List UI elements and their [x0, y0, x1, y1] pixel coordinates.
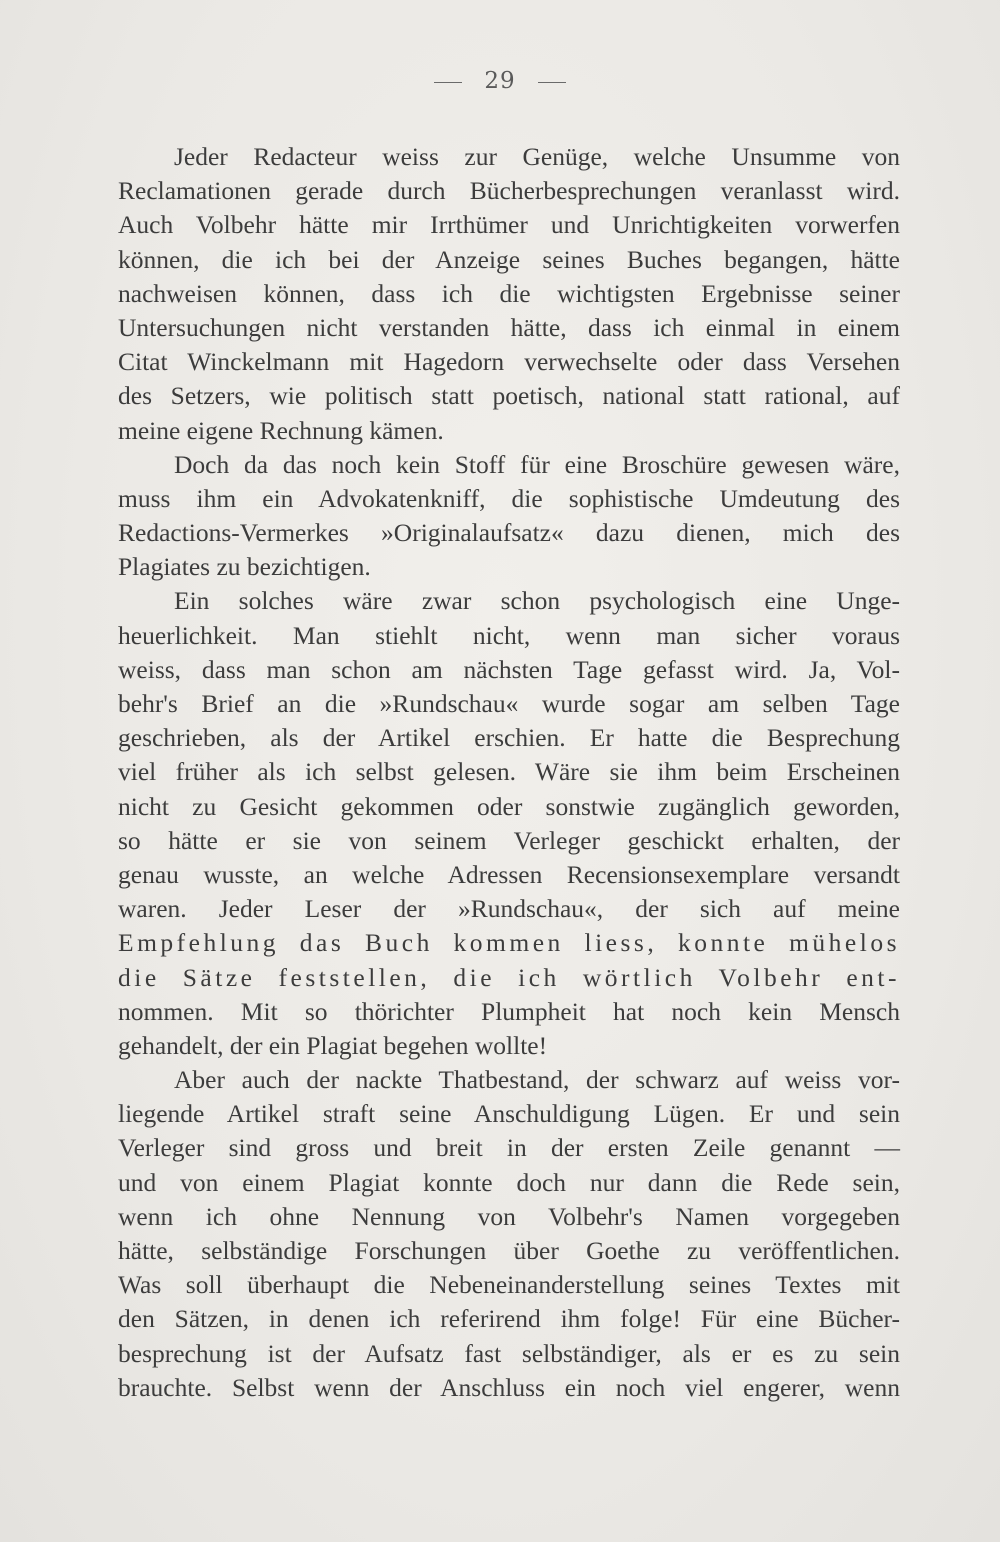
text-line: so hätte er sie von seinem Verleger geschickt erhalten, der: [118, 825, 900, 855]
left-dash: [434, 82, 462, 83]
text-line: Jeder Redacteur weiss zur Genüge, welche Unsumme von: [174, 142, 900, 171]
text-line: brauchte. Selbst wenn der Anschluss ein noch viel engerer, wenn: [118, 1372, 900, 1402]
text-line: muss ihm ein Advokatenkniff, die sophistische Umdeutung des: [118, 483, 900, 513]
text-line: die Sätze feststellen, die ich wörtlich Volbehr ent-: [118, 962, 900, 992]
text-line: Aber auch der nackte Thatbestand, der schwarz auf weiss vor-: [174, 1065, 900, 1095]
body-text: [118, 140, 900, 1405]
text-line: Verleger sind gross und breit in der ersten Zeile genannt —: [118, 1133, 900, 1163]
text-line: hätte, selbständige Forschungen über Goethe zu veröffentlichen.: [118, 1236, 900, 1265]
text-line: genau wusste, an welche Adressen Recensionsexemplare versandt: [118, 859, 900, 889]
text-line: Empfehlung das Buch kommen liess, konnte mühelos: [118, 928, 900, 958]
text-line: können, die ich bei der Anzeige seines Buches begangen, hätte: [118, 244, 900, 274]
text-line: geschrieben, als der Artikel erschien. Er hatte die Besprechung: [118, 723, 900, 753]
text-line: nommen. Mit so thörichter Plumpheit hat noch kein Mensch: [118, 996, 900, 1026]
text-line: des Setzers, wie politisch statt poetisch, national statt rational, auf: [118, 381, 900, 411]
text-line: und von einem Plagiat konnte doch nur dann die Rede sein,: [118, 1167, 900, 1197]
text-line: wenn ich ohne Nennung von Volbehr's Namen vorgegeben: [118, 1201, 900, 1231]
text-line: viel früher als ich selbst gelesen. Wäre sie ihm beim Erscheinen: [118, 757, 900, 787]
text-line: Reclamationen gerade durch Bücherbesprechungen veranlasst wird.: [118, 176, 900, 206]
right-dash: [538, 82, 566, 83]
text-line: nachweisen können, dass ich die wichtigsten Ergebnisse seiner: [118, 278, 900, 308]
text-line: Was soll überhaupt die Nebeneinanderstellung seines Textes mit: [118, 1270, 900, 1300]
text-line: meine eigene Rechnung kämen.: [118, 415, 444, 445]
text-line: gehandelt, der ein Plagiat begehen wollte!: [118, 1030, 548, 1060]
text-line: waren. Jeder Leser der »Rundschau«, der sich auf meine: [118, 894, 900, 924]
text-line: Doch da das noch kein Stoff für eine Broschüre gewesen wäre,: [174, 449, 900, 479]
text-line: nicht zu Gesicht gekommen oder sonstwie zugänglich geworden,: [118, 791, 900, 821]
text-line: Untersuchungen nicht verstanden hätte, dass ich einmal in einem: [118, 312, 900, 342]
text-line: weiss, dass man schon am nächsten Tage gefasst wird. Ja, Vol-: [118, 654, 900, 684]
text-line: Citat Winckelmann mit Hagedorn verwechselte oder dass Versehen: [118, 347, 900, 377]
text-line: Auch Volbehr hätte mir Irrthümer und Unrichtigkeiten vorwerfen: [118, 210, 900, 240]
text-line: heuerlichkeit. Man stiehlt nicht, wenn man sicher voraus: [118, 620, 900, 650]
text-line: Redactions-Vermerkes »Originalaufsatz« dazu dienen, mich des: [118, 518, 900, 548]
page-number: 29: [484, 68, 516, 94]
text-line: Ein solches wäre zwar schon psychologisch eine Unge-: [174, 586, 900, 616]
text-line: den Sätzen, in denen ich referirend ihm folge! Für eine Bücher-: [118, 1304, 900, 1334]
page-number-header: [0, 68, 1000, 94]
text-line: behr's Brief an die »Rundschau« wurde sogar am selben Tage: [118, 689, 900, 718]
text-line: liegende Artikel straft seine Anschuldigung Lügen. Er und sein: [118, 1099, 900, 1129]
text-line: besprechung ist der Aufsatz fast selbständiger, als er es zu sein: [118, 1338, 900, 1368]
text-line: Plagiates zu bezichtigen.: [118, 552, 371, 582]
